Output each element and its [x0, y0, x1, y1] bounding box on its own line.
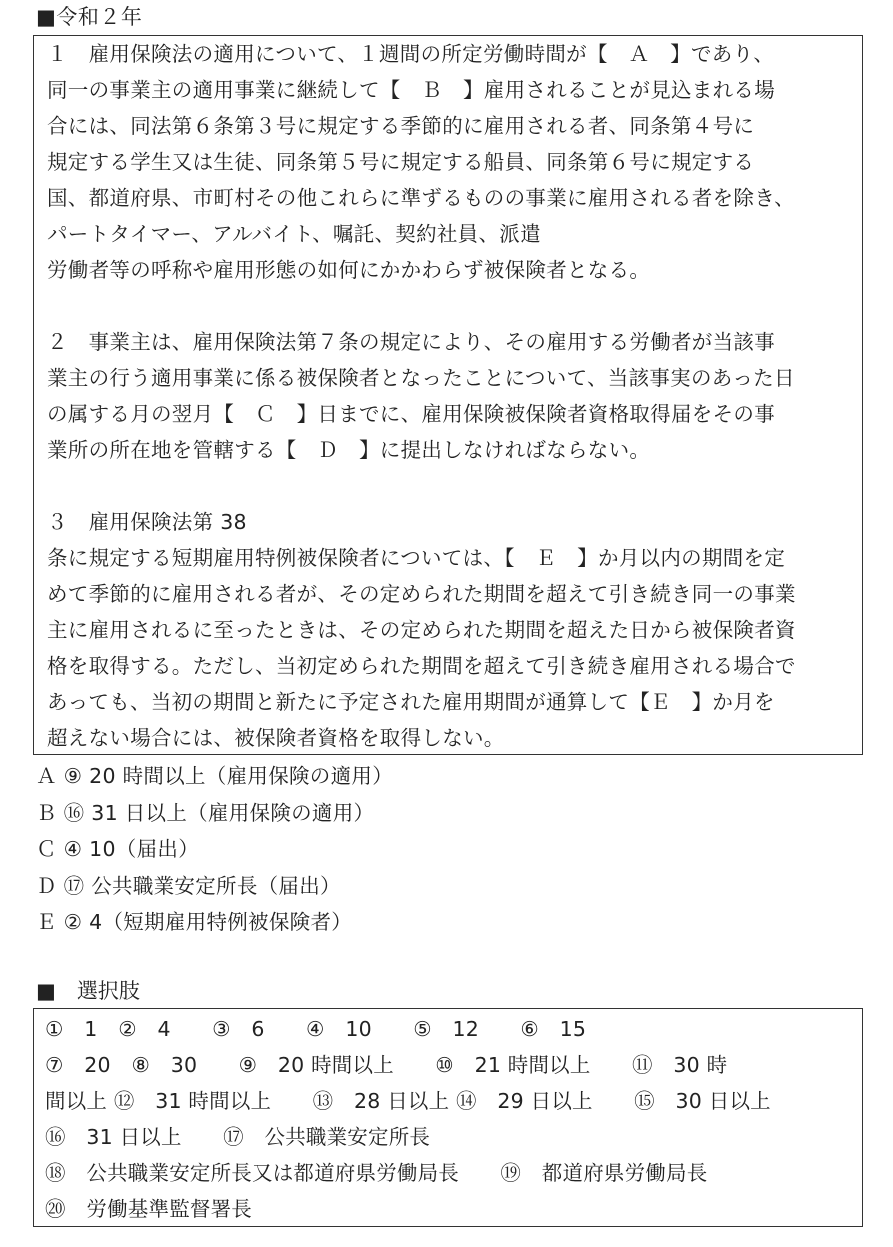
question-line: の属する月の翌月【 Ｃ 】日までに、雇用保険被保険者資格取得届をその事: [47, 402, 775, 426]
answer-e: Ｅ ② 4（短期雇用特例被保険者）: [36, 910, 353, 934]
choices-heading: ■ 選択肢: [36, 979, 140, 1003]
answer-c: Ｃ ④ 10（届出）: [36, 837, 199, 861]
question-line: 業所の所在地を管轄する【 Ｄ 】に提出しなければならない。: [47, 438, 651, 462]
question-line: 超えない場合には、被保険者資格を取得しない。: [47, 726, 505, 750]
question-line: 主に雇用されるに至ったときは、その定められた期間を超えた日から被保険者資: [47, 618, 796, 642]
question-line: ２ 事業主は、雇用保険法第７条の規定により、その雇用する労働者が当該事: [47, 330, 775, 354]
choice-line: ⑱ 公共職業安定所長又は都道府県労働局長 ⑲ 都道府県労働局長: [45, 1161, 708, 1185]
question-line: 国、都道府県、市町村その他これらに準ずるものの事業に雇用される者を除き、: [47, 186, 795, 210]
question-line: パートタイマー、アルバイト、嘱託、契約社員、派遣: [47, 222, 541, 246]
question-line: 合には、同法第６条第３号に規定する季節的に雇用される者、同条第４号に: [47, 114, 755, 138]
answer-d: Ｄ ⑰ 公共職業安定所長（届出）: [36, 873, 341, 898]
choices-box: [33, 1008, 863, 1227]
question-line: １ 雇用保険法の適用について、１週間の所定労働時間が【 Ａ 】であり、: [47, 42, 775, 66]
choice-line: ① 1 ② 4 ③ 6 ④ 10 ⑤ 12 ⑥ 15: [45, 1017, 587, 1041]
question-line: めて季節的に雇用される者が、その定められた期間を超えて引き続き同一の事業: [47, 582, 796, 606]
question-line: ３ 雇用保険法第 38: [47, 510, 247, 534]
question-line: 条に規定する短期雇用特例被保険者については、【 Ｅ 】か月以内の期間を定: [47, 546, 786, 570]
year-heading: ■令和２年: [36, 5, 143, 29]
question-line: あっても、当初の期間と新たに予定された雇用期間が通算して【Ｅ 】か月を: [47, 690, 775, 714]
question-box: [33, 35, 863, 755]
choice-line: ⑦ 20 ⑧ 30 ⑨ 20 時間以上 ⑩ 21 時間以上 ⑪ 30 時: [45, 1053, 728, 1077]
question-line: 同一の事業主の適用事業に継続して【 Ｂ 】雇用されることが見込まれる場: [47, 78, 775, 102]
answer-a: Ａ ⑨ 20 時間以上（雇用保険の適用）: [36, 764, 394, 788]
choice-line: ⑯ 31 日以上 ⑰ 公共職業安定所長: [45, 1125, 431, 1149]
question-line: 規定する学生又は生徒、同条第５号に規定する船員、同条第６号に規定する: [47, 150, 755, 174]
answer-b: Ｂ ⑯ 31 日以上（雇用保険の適用）: [36, 800, 375, 825]
choice-line: 間以上 ⑫ 31 時間以上 ⑬ 28 日以上 ⑭ 29 日以上 ⑮ 30 日以上: [45, 1089, 771, 1113]
question-line: 格を取得する。ただし、当初定められた期間を超えて引き続き雇用される場合で: [47, 654, 796, 678]
choice-line: ⑳ 労働基準監督署長: [45, 1197, 252, 1221]
question-line: 業主の行う適用事業に係る被保険者となったことについて、当該事実のあった日: [47, 366, 795, 390]
answer-list: [36, 758, 393, 941]
question-line: 労働者等の呼称や雇用形態の如何にかかわらず被保険者となる。: [47, 258, 651, 282]
